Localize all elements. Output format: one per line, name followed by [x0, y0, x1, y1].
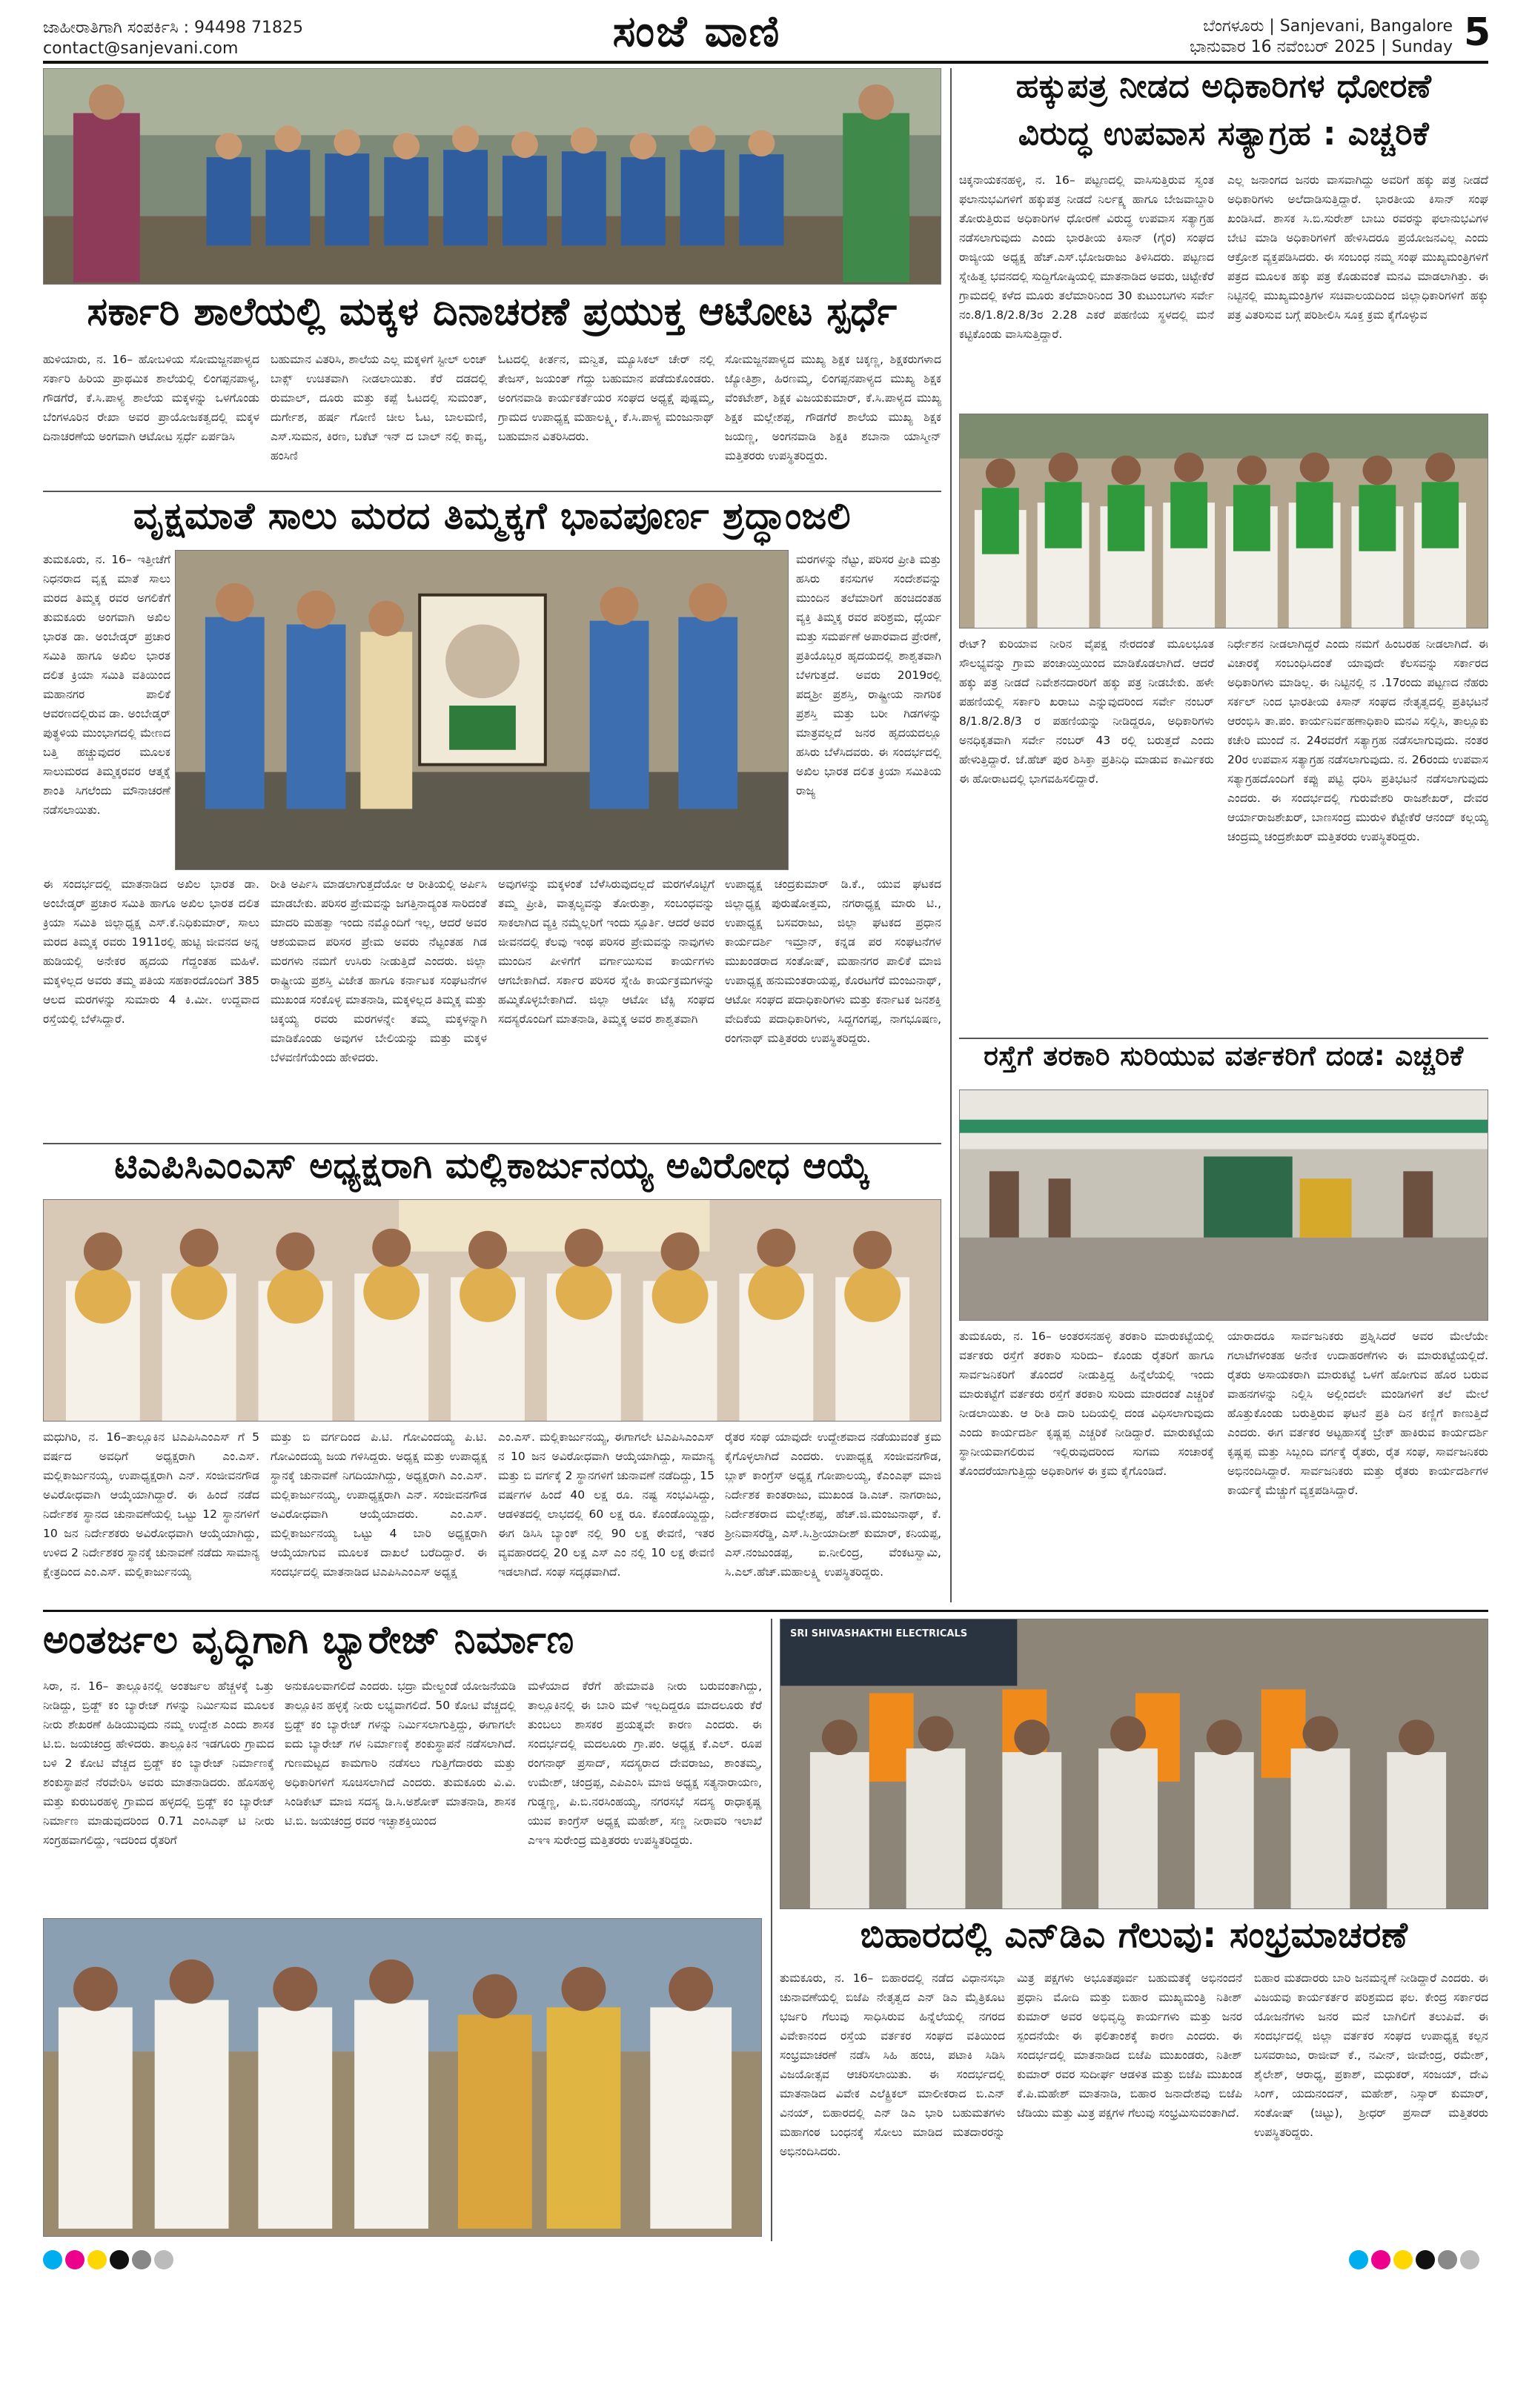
barrage-body-col3: ಮಳೆಯಾದ ಕೆರೆಗೆ ಹೇಮಾವತಿ ನೀರು ಬರುವಂತಾಗಿದ್ದು, ತಾಲ್ಲೂಕಿನಲ್ಲಿ ಈ ಬಾರಿ ಮಳೆ ಇಲ್ಲದಿದ್ದರೂ ಮಾದಲೂರು ಕೆರೆ ತುಂಬಲು ಶಾಸಕರ ಪ್ರಯತ್ನವೇ ಕಾರಣ ಎಂದರು. ಈ ಸಂದರ್ಭದಲ್ಲಿ ಮದಲೂರು ಗ್ರಾ.ಪಂ. ಅಧ್ಯಕ್ಷ ಕೆ.ಎಲ್. ರೂಪ ರಂಗನಾಥ್ ಪ್ರಸಾದ್, ಸದಸ್ಯರಾದ ದೇವರಾಜು, ಶಾಂತಮ್ಮ, ಉಮೇಶ್, ಚಂದ್ರಪ್ಪ, ಎಪಿಎಂಸಿ ಮಾಜಿ ಅಧ್ಯಕ್ಷ ಸತ್ಯನಾರಾಯಣ, ಗುಡ್ಡಣ್ಣ, ಪಿ.ಬಿ.ನರಸಿಂಹಯ್ಯ, ನಗರಸಭೆ ಸದಸ್ಯ ರಾಧಾಕೃಷ್ಣ ಯುವ ಕಾಂಗ್ರೆಸ್ ಅಧ್ಯಕ್ಷ ಮಹೇಶ್, ಸಣ್ಣ ನೀರಾವರಿ ಇಲಾಖೆ ಎಇಇ ಸುರೇಂದ್ರ ಮತ್ತಿತರರು ಉಪಸ್ಥಿತರಿದ್ದರು. — [528, 1679, 762, 1847]
school-headline: ಸರ್ಕಾರಿ ಶಾಲೆಯಲ್ಲಿ ಮಕ್ಕಳ ದಿನಾಚರಣೆ ಪ್ರಯುಕ್ತ ಆಟೋಟ ಸ್ಪರ್ಧೆ — [87, 291, 898, 334]
school-body-col3: ಓಟದಲ್ಲಿ ಕೀರ್ತನ, ಮನ್ವಿತ, ಮ್ಯೂಸಿಕಲ್ ಚೇರ್ ನಲ್ಲಿ ತೇಜಸ್, ಜಯಂತ್ ಗೆದ್ದು ಬಹುಮಾನ ಪಡೆದುಕೊಂಡರು. ಅಂಗನವಾಡಿ ಕಾರ್ಯಕರ್ತೆಯರ ಸಂಘದ ಅಧ್ಯಕ್ಷೆ ಪುಷ್ಪಮ್ಮ, ಗ್ರಾಮದ ಉಪಾಧ್ಯಕ್ಷ ಮಹಾಲಕ್ಷ್ಮಿ, ಕೆ.ಸಿ.ಪಾಳ್ಯ ಮಂಜುನಾಥ್ ಬಹುಮಾನ ವಿತರಿಸಿದರು. — [498, 353, 714, 443]
registration-swatch — [43, 2250, 62, 2269]
hakkupathra-headline-line2: ವಿರುದ್ಧ ಉಪವಾಸ ಸತ್ಯಾಗ್ರಹ : ಎಚ್ಚರಿಕೆ — [1018, 116, 1430, 153]
email-link[interactable]: contact@sanjevani.com — [43, 39, 239, 58]
vendors-body-col2: ಯಾರಾದರೂ ಸಾರ್ವಜನಿಕರು ಪ್ರಶ್ನಿಸಿದರೆ ಅವರ ಮೇಲೆಯೇ ಗಲಾಟೆಗಳಂತಹ ಅನೇಕ ಉದಾಹರಣೆಗಳು ಈ ಮಾರುಕಟ್ಟೆಯಲ್ಲಿದೆ. ರೈತರು ಅಸಾಯಕರಾಗಿ ಮಾರುಕಟ್ಟೆ ಒಳಗೆ ಹೋಗುವ ಹೊರ ಬರುವ ವಾಹನಗಳನ್ನು ನಿಲ್ಲಿಸಿ ಅಲ್ಲಿಂದಲೇ ಮಂಡಿಗಳಿಗೆ ತಲೆ ಮೇಲೆ ಹೊತ್ತುಕೊಂಡು ಬರುತ್ತಿರುವ ಘಟನೆ ಪ್ರತಿ ದಿನ ಕಣ್ಣಿಗೆ ಕಾಣುತ್ತಿದೆ ಎಂದರು. ಈಗ ವರ್ತಕರ ಅಟ್ಟಹಾಸಕ್ಕೆ ಬ್ರೇಕ್ ಹಾಕಿರುವ ಕಾರ್ಯದರ್ಶಿ ಕೃಷ್ಣಪ್ಪ ಮತ್ತು ಸಿಬ್ಬಂದಿ ವರ್ಗಕ್ಕೆ ರೈತರು, ರೈತ ಸಂಘ, ಸಾರ್ವಜನಿಕರು ಅಭಿನಂದಿಸಿದ್ದಾರೆ. ಸಾರ್ವಜನಿಕರು ಮತ್ತು ರೈತರು ಕಾರ್ಯದರ್ಶಿಗಳ ಕಾರ್ಯಕ್ಕೆ ಮೆಚ್ಚುಗೆ ವ್ಯಕ್ತಪಡಿಸಿದ್ದಾರೆ. — [1227, 1330, 1488, 1497]
column-divider — [771, 1619, 772, 2241]
school-body-col4: ಸೋಮಜ್ಜನಪಾಳ್ಯದ ಮುಖ್ಯ ಶಿಕ್ಷಕ ಚಿಕ್ಕಣ್ಣ, ಶಿಕ್ಷಕರುಗಳಾದ ಜ್ಯೋತಿಶ್ರಾ, ಹಿರಣಮ್ಮ, ಲಿಂಗಪ್ಪನಪಾಳ್ಯದ ಮುಖ್ಯ ಶಿಕ್ಷಕ ವೆಂಕಟೇಶ್, ಶಿಕ್ಷಕ ವಿಜಯಕುಮಾರ್, ಕೆ.ಸಿ.ಪಾಳ್ಯದ ಮುಖ್ಯ ಶಿಕ್ಷಕ ಮಲ್ಲೇಶಪ್ಪ, ಗೌಡಗೆರೆ ಶಾಲೆಯ ಮುಖ್ಯ ಶಿಕ್ಷಕ ಜಯಣ್ಣ, ಅಂಗನವಾಡಿ ಶಿಕ್ಷಕಿ ಶಬಾನಾ ಯಾಸ್ಮೀನ್ ಮತ್ತಿತರರು ಉಪಸ್ಥಿತರಿದ್ದರು. — [725, 353, 941, 462]
page-number: 5 — [1464, 10, 1491, 55]
vendors-headline: ರಸ್ತೆಗೆ ತರಕಾರಿ ಸುರಿಯುವ ವರ್ತಕರಿಗೆ ದಂಡ: ಎಚ್ಚರಿಕೆ — [984, 1041, 1464, 1072]
school-body-col2: ಬಹುಮಾನ ವಿತರಿಸಿ, ಶಾಲೆಯ ಎಲ್ಲ ಮಕ್ಕಳಿಗೆ ಸ್ಟೀಲ್ ಲಂಚ್ ಬಾಕ್ಸ್ ಉಚಿತವಾಗಿ ನೀಡಲಾಯಿತು. ಕೆರೆ ದಡದಲ್ಲಿ ರುಮಾಲ್, ದೂರು ಮತ್ತು ಕಪ್ಪೆ ಓಟದಲ್ಲಿ ಸುಮಂತ್, ದುರ್ಗೇಶ, ಹರ್ಷ ಗೋಣಿ ಚೀಲ ಓಟ, ಬಾಲಮಣಿ, ಎಸ್.ಸುಮನ, ಕಿರಣ, ಬಕೆಟ್ ಇನ್ ದ ಬಾಲ್ ನಲ್ಲಿ ಕಾವ್ಯ, ಹಂಸಿಣಿ — [271, 353, 487, 462]
thimmakka-headline: ವೃಕ್ಷಮಾತೆ ಸಾಲು ಮರದ ತಿಮ್ಮಕ್ಕಗೆ ಭಾವಪೂರ್ಣ ಶ್ರದ್ಧಾಂಜಲಿ — [133, 495, 852, 537]
ads-contact: ಜಾಹೀರಾತಿಗಾಗಿ ಸಂಪರ್ಕಿಸಿ : 94498 71825 — [43, 19, 304, 37]
section-divider — [43, 1610, 1488, 1612]
school-body-col1: ಹುಳಿಯಾರು, ನ. 16– ಹೋಬಳಿಯ ಸೋಮಜ್ಜನಪಾಳ್ಯದ ಸರ್ಕಾರಿ ಹಿರಿಯ ಪ್ರಾಥಮಿಕ ಶಾಲೆಯಲ್ಲಿ ಲಿಂಗಪ್ಪನಪಾಳ್ಯ, ಗೌಡಗೆರೆ, ಕೆ.ಸಿ.ಪಾಳ್ಯ ಶಾಲೆಯ ಮಕ್ಕಳನ್ನು ಒಳಗೊಂಡು ಬೆಂಗಳೂರಿನ ರೇಖಾ ಅವರ ಪ್ರಾಯೋಜಕತ್ವದಲ್ಲಿ ಮಕ್ಕಳ ದಿನಾಚರಣೆಯ ಅಂಗವಾಗಿ ಆಟೋಟ ಸ್ಪರ್ಧೆ ಏರ್ಪಡಿಸಿ — [43, 353, 259, 443]
registration-swatch — [87, 2250, 107, 2269]
hakkupathra-body-col4: ನಿರ್ಧೇಶನ ನೀಡಲಾಗಿದ್ದರೆ ಎಂದು ನಮಗೆ ಹಿಂಬರಹ ನೀಡಲಾಗಿದೆ. ಈ ವಿಚಾರಕ್ಕೆ ಸಂಬಂಧಿಸಿದಂತೆ ಯಾವುದೇ ಕೆಲಸವನ್ನು ಸರ್ಕಾರದ ಅಧಿಕಾರಿಗಳು ಮಾಡಿಲ್ಲ. ಈ ನಿಟ್ಟಿನಲ್ಲಿ ನ .17ರಂದು ಪಟ್ಟಣದ ನೆಹರು ಸರ್ಕಲ್ ನಿಂದ ಭಾರತೀಯ ಕಿಸಾನ್ ಸಂಘದ ನೇತೃತ್ವದಲ್ಲಿ ಪ್ರತಿಭಟನೆ ಆರಂಭಿಸಿ ತಾ.ಪಂ. ಕಾರ್ಯನಿರ್ವಹಣಾಧಿಕಾರಿ ಮನವಿ ಸಲ್ಲಿಸಿ, ತಾಲ್ಲೂಕು ಕಚೇರಿ ಮುಂದೆ ನ. 24ರವರೆಗೆ ಸತ್ಯಾಗ್ರಹ ನಡೆಸಲಾಗುವುದು. ನಂತರ 20ರ ಉಪವಾಸ ಸತ್ಯಾಗ್ರಹ ನಡೆಸಲಾಗುವುದು. ನ. 26ರಂದು ಉಪವಾಸ ಸತ್ಯಾಗ್ರಹದೊಂದಿಗೆ ಕಪ್ಪು ಪಟ್ಟಿ ಧರಿಸಿ ಪ್ರತಿಭಟನೆ ನಡೆಸಲಾಗುವುದು ಎಂದರು. ಈ ಸಂದರ್ಭದಲ್ಲಿ ಗುರುವೇಶರಿ ರಾಜಶೇಖರ್, ದೇವರ ಆರ್ಯಾರಾಜಶೇಖರ್, ಬಾಣಸಂದ್ರ ಮುರುಳಿ ಕೆಟ್ಟೇಕೆರೆ ಆನಂದ್ ಕಲ್ಲಯ್ಯ ಚಂದ್ರಮ್ಮ ಚಂದ್ರಶೇಖರ್ ಮತ್ತಿತರರು ಉಪಸ್ಥಿತರಿದ್ದರು. — [1227, 637, 1488, 843]
thimmakka-body-col4: ಉಪಾಧ್ಯಕ್ಷ ಚಂದ್ರಕುಮಾರ್ ಡಿ.ಕೆ., ಯುವ ಘಟಕದ ಜಿಲ್ಲಾಧ್ಯಕ್ಷ ಪುರುಷೋತ್ತಮ, ನಗರಾಧ್ಯಕ್ಷ ಮಾರು ಟಿ., ಉಪಾಧ್ಯಕ್ಷ ಬಸವರಾಜು, ಜಿಲ್ಲಾ ಘಟಕದ ಪ್ರಧಾನ ಕಾರ್ಯದರ್ಶಿ ಇಮ್ರಾನ್, ಕನ್ನಡ ಪರ ಸಂಘಟನೆಗಳ ಮುಖಂಡರಾದ ಸಂತೋಷ್, ಮಹಾನಗರ ಪಾಲಿಕೆ ಮಾಜಿ ಉಪಾಧ್ಯಕ್ಷ ಹನುಮಂತರಾಯಪ್ಪ, ಕೊರಟಗೆರೆ ಮಂಜುನಾಥ್, ಆಟೋ ಸಂಘದ ಪದಾಧಿಕಾರಿಗಳು ಮತ್ತು ಕರ್ನಾಟಕ ಜನಶಕ್ತಿ ವೇದಿಕೆಯ ಪದಾಧಿಕಾರಿಗಳು, ಸಿದ್ದಗಂಗಪ್ಪ, ನಾಗಭೂಷಣ, ರಂಗನಾಥ್ ಮತ್ತಿತರರು ಉಪಸ್ಥಿತರಿದ್ದರು. — [725, 878, 941, 1045]
thimmakka-body-col2: ರೀತಿ ಅರ್ಪಿಸಿ ಮಾಡಲಾಗುತ್ತದೆಯೋ ಆ ರೀತಿಯಲ್ಲಿ ಅರ್ಪಿಸಿ ಮಾಡಬೇಕು. ಪರಿಸರ ಪ್ರೇಮವನ್ನು ಜಗತ್ತಿನಾದ್ಯಂತ ಸಾರಿದಂತೆ ಮಾದರಿ ಮಹತ್ವಾ ಇಂದು ನಮ್ಮೊಂದಿಗೆ ಇಲ್ಲ, ಆದರೆ ಅವರ ಆಶಯವಾದ ಪರಿಸರ ಪ್ರೇಮ ಅವರು ನೆಟ್ಟಂತಹ ಗಿಡ ಮರಗಳು ನಮಗೆ ಉಸಿರು ನೀಡುತ್ತಿದೆ ಎಂದರು. ಜಿಲ್ಲಾ ರಾಷ್ಟ್ರೀಯ ಪ್ರಶಸ್ತಿ ವಿಜೇತ ಹಾಗೂ ಕರ್ನಾಟಕ ಸಂಘಟನೆಗಳ ಮುಖಂಡ ಸಂಕೊಳ್ಳ ಮಾತನಾಡಿ, ಮಕ್ಕಳಿಲ್ಲದ ತಿಮ್ಮಕ್ಕ ಮತ್ತು ಚಿಕ್ಕಯ್ಯ ರವರು ಮರಗಳನ್ನೇ ತಮ್ಮ ಮಕ್ಕಳನ್ನಾಗಿ ಮಾಡಿಕೊಂಡು ಅವುಗಳ ಬೇಲಿಯನ್ನು ಮತ್ತು ಮಕ್ಕಳ ಬೆಳವಣಿಗೆಯೆಂದು ಹೇಳಿದರು. — [271, 878, 487, 1064]
masthead-dateline — [1156, 16, 1453, 58]
registration-swatch — [1371, 2250, 1390, 2269]
vendors-body-col1: ತುಮಕೂರು, ನ. 16– ಅಂತರಸನಹಳ್ಳಿ ತರಕಾರಿ ಮಾರುಕಟ್ಟೆಯಲ್ಲಿ ವರ್ತಕರು ರಸ್ತೆಗೆ ತರಕಾರಿ ಸುರಿದು– ಕೊಂಡು ರೈತರಿಗೆ ಹಾಗೂ ಸಾರ್ವಜನಿಕರಿಗೆ ತೊಂದರೆ ನೀಡುತ್ತಿದ್ದ ಹಿನ್ನೆಲೆಯಲ್ಲಿ ಇಂದು ಮಾರುಕಟ್ಟೆಗೆ ವರ್ತಕರು ರಸ್ತೆಗೆ ತರಕಾರಿ ಸುರಿದು ಮಾರದಂತೆ ಎಚ್ಚರಿಕೆ ನೀಡಲಾಯಿತು. ಆ ರೀತಿ ದಾರಿ ಬದಿಯಲ್ಲಿ ದಂಡ ವಿಧಿಸಲಾಗುವುದು ಎಂದು ಕಾರ್ಯದರ್ಶಿ ಕೃಷ್ಣಪ್ಪ ಎಚ್ಚರಿಕೆ ನೀಡಿದ್ದಾರೆ. ಮಾರುಕಟ್ಟೆಯ ಸ್ಥಾನೀಯವಾಗಲಿರುವ ಇಲ್ಲಿರುವುದರಿಂದ ಸುಗಮ ಸಂಚಾರಕ್ಕೆ ತೊಂದರೆಯಾಗುತ್ತಿದ್ದು ಅಧಿಕಾರಿಗಳ ಈ ಕ್ರಮ ಕೈಗೊಂಡಿದೆ. — [959, 1330, 1214, 1478]
registration-swatch — [110, 2250, 129, 2269]
farmers-protest-photo — [959, 414, 1488, 628]
vegetable-market-photo — [959, 1089, 1488, 1321]
tapcms-body-col3: ಎಂ.ಎಸ್. ಮಲ್ಲಿಕಾರ್ಜುನಯ್ಯ, ಈಗಾಗಲೇ ಟಿಎಪಿಸಿಎಂಎಸ್ ನ 10 ಜನ ಅವಿರೋಧವಾಗಿ ಆಯ್ಕೆಯಾಗಿದ್ದು, ಸಾಮಾನ್ಯ ಮತ್ತು ಬಿ ವರ್ಗಕ್ಕೆ 2 ಸ್ಥಾನಗಳಿಗೆ ಚುನಾವಣೆ ನಡೆದಿದ್ದು, 15 ವರ್ಷಗಳ ಹಿಂದೆ 40 ಲಕ್ಷ ರೂ. ನಷ್ಟ ಸಂಭವಿಸಿದ್ದು, ಆಡಳಿತದಲ್ಲಿ ಲಾಭದಲ್ಲಿ 60 ಲಕ್ಷ ರೂ. ಕೊಂಡೊಯ್ದಿದ್ದು, ಈಗ ಡಿಸಿಸಿ ಬ್ಯಾಂಕ್ ನಲ್ಲಿ 90 ಲಕ್ಷ ಠೇವಣಿ, ಇತರ ವ್ಯವಹಾರದಲ್ಲಿ 20 ಲಕ್ಷ ಎಸ್ ಎಂ ನಲ್ಲಿ 10 ಲಕ್ಷ ಠೇವಣಿ ಇಡಲಾಗಿದೆ. ಸಂಘ ಸದೃಢವಾಗಿದೆ. — [498, 1430, 714, 1579]
masthead-contact — [43, 18, 354, 59]
registration-swatch — [132, 2250, 151, 2269]
thimmakka-body-col3: ಅವುಗಳನ್ನು ಮಕ್ಕಳಂತೆ ಬೆಳೆಸಿರುವುದಲ್ಲದೆ ಮರಗಳೊಟ್ಟಿಗೆ ತಮ್ಮ ಪ್ರೀತಿ, ವಾತ್ಸಲ್ಯವನ್ನು ತೋರುತ್ತಾ, ಸಂಬಂಧವನ್ನು ಸಾಕಲಾಗಿದ ವ್ಯಕ್ತಿ ನಮ್ಮೆಲ್ಲರಿಗೆ ಇಂದು ಸ್ಪೂರ್ತಿ. ಆದರೆ ಅವರ ಜೀವನದಲ್ಲಿ ಕೆಲವು ಇಂಥ ಪರಿಸರ ಪ್ರೇಮವನ್ನು ನಾವುಗಳು ಮುಂದಿನ ಪೀಳಿಗೆಗೆ ವರ್ಗಾಯಿಸುವ ಕಾರ್ಯಗಳು ಆಗಬೇಕಾಗಿದೆ. ಸರ್ಕಾರ ಪರಿಸರ ಸ್ನೇಹಿ ಕಾರ್ಯಕ್ರಮಗಳನ್ನು ಹಮ್ಮಿಕೊಳ್ಳಬೇಕಾಗಿದೆ. ಜಿಲ್ಲಾ ಆಟೋ ಟೆಕ್ಸಿ ಸಂಘದ ಸದಸ್ಯರೊಂದಿಗೆ ಮಾತನಾಡಿ, ತಿಮ್ಮಕ್ಕ ಅವರ ಶಾಶ್ವತವಾಗಿ — [498, 878, 714, 1026]
bihar-headline: ಬಿಹಾರದಲ್ಲಿ ಎನ್‌ಡಿಎ ಗೆಲುವು: ಸಂಭ್ರಮಾಚರಣೆ — [860, 1915, 1408, 1956]
shop-sign: SRI SHIVASHAKTHI ELECTRICALS — [790, 1628, 968, 1639]
registration-marks-right — [1349, 2250, 1497, 2272]
bihar-body-col1: ತುಮಕೂರು, ನ. 16– ಬಿಹಾರದಲ್ಲಿ ನಡೆದ ವಿಧಾನಸಭಾ ಚುನಾವಣೆಯಲ್ಲಿ ಬಿಜೆಪಿ ನೇತೃತ್ವದ ಎನ್ ಡಿಎ ಮೈತ್ರಿಕೂಟ ಭರ್ಜರಿ ಗೆಲುವು ಸಾಧಿಸಿರುವ ಹಿನ್ನೆಲೆಯಲ್ಲಿ ನಗರದ ವಿವೇಕಾನಂದ ರಸ್ತೆಯ ವರ್ತಕರ ಸಂಘದ ವತಿಯಿಂದ ಸಂಭ್ರಮಾಚರಣೆ ನಡೆಸಿ ಸಿಹಿ ಹಂಚಿ, ಪಟಾಕಿ ಸಿಡಿಸಿ ವಿಜಯೋತ್ಸವ ಆಚರಿಸಲಾಯಿತು. ಈ ಸಂದರ್ಭದಲ್ಲಿ ಮಾತನಾಡಿದ ವಿವೇಕ ಎಲೆಕ್ಟ್ರಿಕಲ್ ಮಾಲೀಕರಾದ ಬಿ.ಎನ್ ವಿನಯ್, ಬಿಹಾರದಲ್ಲಿ ಎನ್ ಡಿಎ ಭಾರಿ ಬಹುಮತಗಳು ಮಹಾಗಂಠ ಬಂಧನಕ್ಕೆ ಸೋಲು ಮಾಡಿದ ಮತದಾರರನ್ನು ಅಭಿನಂದಿಸಿದರು. — [780, 1971, 1005, 2158]
section-divider — [959, 1038, 1488, 1039]
tapcms-headline: ಟಿಎಪಿಸಿಎಂಎಸ್ ಅಧ್ಯಕ್ಷರಾಗಿ ಮಲ್ಲಿಕಾರ್ಜುನಯ್ಯ ಅವಿರೋಧ ಆಯ್ಕೆ — [114, 1146, 870, 1187]
registration-swatch — [1416, 2250, 1435, 2269]
tapcms-body-col1: ಮಧುಗಿರಿ, ನ. 16–ತಾಲ್ಲೂಕಿನ ಟಿಎಪಿಸಿಎಂಎಸ್ ಗೆ 5 ವರ್ಷದ ಅವಧಿಗೆ ಅಧ್ಯಕ್ಷರಾಗಿ ಎಂ.ಎಸ್. ಮಲ್ಲಿಕಾರ್ಜುನಯ್ಯ, ಉಪಾಧ್ಯಕ್ಷರಾಗಿ ಎನ್. ಸಂಜೀವನಗೌಡ ಅವಿರೋಧವಾಗಿ ಆಯ್ಕೆಯಾಗಿದ್ದಾರೆ. ಈ ಹಿಂದೆ ನಡೆದ ನಿರ್ದೇಶಕ ಸ್ಥಾನದ ಚುನಾವಣೆಯಲ್ಲಿ ಒಟ್ಟು 12 ಸ್ಥಾನಗಳಿಗೆ 10 ಜನ ನಿರ್ದೇಶಕರು ಅವಿರೋಧವಾಗಿ ಆಯ್ಕೆಯಾಗಿದ್ದು, ಉಳಿದ 2 ನಿರ್ದೇಶಕರ ಸ್ಥಾನಕ್ಕೆ ಚುನಾವಣೆ ನಡೆದು ಸಾಮಾನ್ಯ ಕ್ಷೇತ್ರದಿಂದ ಎಂ.ಎಸ್. ಮಲ್ಲಿಕಾರ್ಜುನಯ್ಯ — [43, 1430, 259, 1579]
city-line: ಬೆಂಗಳೂರು | Sanjevani, Bangalore — [1203, 17, 1453, 36]
masthead-rule — [43, 61, 1488, 64]
section-divider — [43, 1143, 941, 1144]
hakkupathra-headline-line1: ಹಕ್ಕುಪತ್ರ ನೀಡದ ಅಧಿಕಾರಿಗಳ ಧೋರಣೆ — [1015, 68, 1432, 105]
tapcms-body-col4: ರೈತರ ಸಂಘ ಯಾವುದೇ ಉದ್ದೇಶವಾದ ನಡೆಯುವಂತೆ ಕ್ರಮ ಕೈಗೊಳ್ಳಲಾಗಿದೆ ಎಂದರು. ಉಪಾಧ್ಯಕ್ಷ ಸಂಜೀವನಗೌಡ, ಬ್ಲಾಕ್ ಕಾಂಗ್ರೆಸ್ ಅಧ್ಯಕ್ಷ ಗೋಪಾಲಯ್ಯ, ಕೆಎಂಎಫ್ ಮಾಜಿ ನಿರ್ದೇಶಕ ಕಾಂತರಾಜು, ಮುಖಂಡ ಡಿ.ಎಚ್. ನಾಗರಾಜು, ನಿರ್ದೇಶಕರಾದ ಮಲ್ಲೇಶಪ್ಪ, ಹೆಚ್.ಜಿ.ಮಂಜುನಾಥ್, ಕೆ. ಶ್ರೀನಿವಾಸರೆಡ್ಡಿ, ಎಸ್.ಸಿ.ಶ್ರೀಯಾದೀಶ್ ಕುಮಾರ್, ಕನಿಯಪ್ಪ, ಎಸ್.ನಂಜುಂಡಪ್ಪ, ಐ.ನೀಲಿಂದ್ರ, ವೆಂಕಟಸ್ವಾಮಿ, ಸಿ.ಎಲ್.ಹೆಚ್.ಮಹಾಲಕ್ಷ್ಮಿ ಉಪಸ್ಥಿತರಿದ್ದರು. — [725, 1430, 941, 1579]
school-children-photo — [43, 68, 941, 285]
registration-marks-left — [43, 2250, 191, 2272]
hakkupathra-body-col2: ಎಲ್ಲ ಜನಾಂಗದ ಜನರು ವಾಸವಾಗಿದ್ದು ಅವರಿಗೆ ಹಕ್ಕು ಪತ್ರ ನೀಡದೆ ಅಧಿಕಾರಿಗಳು ಅಲೆದಾಡಿಸುತ್ತಿದ್ದಾರೆ. ಭಾರತೀಯ ಕಿಸಾನ್ ಸಂಘ ಖಂಡಿಸಿದೆ. ಶಾಸಕ ಸಿ.ಬಿ.ಸುರೇಶ್ ಬಾಬು ರವರನ್ನು ಫಲಾನುಭವಿಗಳ ಬೇಟಿ ಮಾಡಿ ಅಧಿಕಾರಿಗಳಿಗೆ ಹೇಳಿಸಿದರೂ ಪ್ರಯೋಜನವಿಲ್ಲ ಎಂದು ಆಕ್ರೋಶ ವ್ಯಕ್ತಪಡಿಸಿದರು. ಈ ಸಂಬಂಧ ನಮ್ಮ ಸಂಘ ಮುಖ್ಯಮಂತ್ರಿಗಳಿಗೆ ಪತ್ರದ ಮೂಲಕ ಹಕ್ಕು ಪತ್ರ ಕೊಡುವಂತೆ ಮನವಿ ಮಾಡಲಾಗಿತ್ತು. ಈ ನಿಟ್ಟಿನಲ್ಲಿ ಮುಖ್ಯಮಂತ್ರಿಗಳ ಸಚಿವಾಲಯದಿಂದ ಜಿಲ್ಲಾಧಿಕಾರಿಗಳಿಗೆ ಹಕ್ಕು ಪತ್ರ ವಿತರಿಸುವ ಬಗ್ಗೆ ಪರಿಶೀಲಿಸಿ ಸೂಕ್ತ ಕ್ರಮ ಕೈಗೊಳ್ಳುವ — [1227, 173, 1488, 322]
thimmakka-left-col: ತುಮಕೂರು, ನ. 16– ಇತ್ತೀಚೆಗೆ ನಿಧನರಾದ ವೃಕ್ಷ ಮಾತೆ ಸಾಲು ಮರದ ತಿಮ್ಮಕ್ಕ ರವರ ಅಗಲಿಕೆಗೆ ತುಮಕೂರು ಅಂಗವಾಗಿ ಅಖಿಲ ಭಾರತ ಡಾ. ಅಂಬೇಡ್ಕರ್ ಪ್ರಚಾರ ಸಮಿತಿ ಹಾಗೂ ಅಖಿಲ ಭಾರತ ದಲಿತ ಕ್ರಿಯಾ ಸಮಿತಿ ವತಿಯಿಂದ ಮಹಾನಗರ ಪಾಲಿಕೆ ಆವರಣದಲ್ಲಿರುವ ಡಾ. ಅಂಬೇಡ್ಕರ್ ಪುತ್ಥಳಿಯ ಮುಂಭಾಗದಲ್ಲಿ ಮೇಣದ ಬತ್ತಿ ಹಚ್ಚುವುದರ ಮೂಲಕ ಸಾಲುಮರದ ತಿಮ್ಮಕ್ಕರವರ ಆತ್ಮಕ್ಕೆ ಶಾಂತಿ ಸಿಗಲೆಂದು ಮೌನಾಚರಣೆ ನಡೆಸಲಾಯಿತು. — [43, 553, 170, 817]
bihar-body-col2: ಮಿತ್ರ ಪಕ್ಷಗಳು ಅಭೂತಪೂರ್ವ ಬಹುಮತಕ್ಕೆ ಅಭಿನಂದನೆ ಪ್ರಧಾನಿ ಮೋದಿ ಮತ್ತು ಬಿಹಾರ ಮುಖ್ಯಮಂತ್ರಿ ನಿತೀಶ್ ಕುಮಾರ್ ಅವರ ಅಭಿವೃದ್ಧಿ ಕಾರ್ಯಗಳು ಮತ್ತು ಜನರ ಸ್ಪಂದನೆಯೇ ಈ ಫಲಿತಾಂಶಕ್ಕೆ ಕಾರಣ ಎಂದರು. ಈ ಸಂದರ್ಭದಲ್ಲಿ ಮಾತನಾಡಿದ ಬಿಜೆಪಿ ಮುಖಂಡರು, ನಿತೀಶ್ ಕುಮಾರ್ ರವರ ಸುದೀರ್ಘ ಆಡಳಿತ ಮತ್ತು ಬಿಜೆಪಿ ಮುಖಂಡ ಕೆ.ಪಿ.ಮಹೇಶ್ ಮಾತನಾಡಿ, ಬಿಹಾರ ಜನಾದೇಶವು ಬಿಜೆಪಿ ಜೆಡಿಯು ಮತ್ತು ಮಿತ್ರ ಪಕ್ಷಗಳ ಗೆಲುವು ಸಂಭ್ರಮಿಸುವಂತಾಗಿದೆ. — [1017, 1971, 1242, 2120]
registration-swatch — [65, 2250, 84, 2269]
registration-swatch — [1438, 2250, 1457, 2269]
bihar-body-col3: ಬಿಹಾರ ಮತದಾರರು ಬಾರಿ ಜನಮನ್ನಣೆ ನೀಡಿದ್ದಾರೆ ಎಂದರು. ಈ ವಿಜಯವು ಕಾರ್ಯಕರ್ತರ ಪರಿಶ್ರಮದ ಫಲ. ಕೇಂದ್ರ ಸರ್ಕಾರದ ಯೋಜನೆಗಳು ಜನರ ಮನೆ ಬಾಗಿಲಿಗೆ ತಲುಪಿವೆ. ಈ ಸಂದರ್ಭದಲ್ಲಿ ಜಿಲ್ಲಾ ವರ್ತಕರ ಸಂಘದ ಉಪಾಧ್ಯಕ್ಷ ಕಲ್ಪನ ಬಸವರಾಜು, ರಾಜೀವ್ ಕೆ., ನವೀನ್, ಜೀವೇಂದ್ರ, ರಮೇಶ್, ಶೈಲೇಶ್, ಆರಾಧ್ಯ, ಪ್ರಕಾಶ್, ಮಧುಕರ್, ಸಂಜಯ್, ದೇವಿ ಸಿಂಗ್, ಯದುನಂದನ್, ಮಹೇಶ್, ನಿಸ್ಸಾರ್ ಕುಮಾರ್, ಸಂತೋಷ್ (ಚಿಟ್ಟು), ಶ್ರೀಧರ್ ಪ್ರಸಾದ್ ಮತ್ತಿತರರು ಉಪಸ್ಥಿತರಿದ್ದರು. — [1254, 1971, 1488, 2139]
registration-swatch — [1393, 2250, 1413, 2269]
tribute-photo — [175, 550, 789, 870]
barrage-body-col1: ಸಿರಾ, ನ. 16– ತಾಲ್ಲೂಕಿನಲ್ಲಿ ಅಂತರ್ಜಲ ಹೆಚ್ಚಳಕ್ಕೆ ಒತ್ತು ನೀಡಿದ್ದು, ಬ್ರಿಡ್ಜ್ ಕಂ ಬ್ಯಾರೇಜ್ ಗಳನ್ನು ನಿರ್ಮಿಸುವ ಮೂಲಕ ನೀರು ಶೇಖರಣೆ ಹಿಡಿಯುವುದು ನಮ್ಮ ಉದ್ದೇಶ ಎಂದು ಶಾಸಕ ಟಿ.ಬಿ. ಜಯಚಂದ್ರ ಹೇಳಿದರು. ತಾಲ್ಲೂಕಿನ ಇಡಗೂರು ಗ್ರಾಮದ ಬಳಿ 2 ಕೋಟಿ ವೆಚ್ಚದ ಬ್ರಿಡ್ಜ್ ಕಂ ಬ್ಯಾರೇಜ್ ನಿರ್ಮಾಣಕ್ಕೆ ಶಂಕುಸ್ಥಾಪನೆ ನೆರವೇರಿಸಿ ಅವರು ಮಾತನಾಡಿದರು. ಹೊಸಹಳ್ಳಿ ಮತ್ತು ಕುರುಬರಹಳ್ಳಿ ಗ್ರಾಮದ ಹಳ್ಳದಲ್ಲಿ ಬ್ರಿಡ್ಜ್ ಕಂ ಬ್ಯಾರೇಜ್ ನಿರ್ಮಾಣ ಮಾಡುವುದರಿಂದ 0.71 ಎಂಸಿಎಫ್ ಟಿ ನೀರು ಸಂಗ್ರಹವಾಗಲಿದ್ದು, ಇದರಿಂದ ರೈತರಿಗೆ — [43, 1679, 274, 1847]
tapcms-body-col2: ಮತ್ತು ಬಿ ವರ್ಗದಿಂದ ಪಿ.ಟಿ. ಗೋವಿಂದಯ್ಯ ಪಿ.ಟಿ. ಗೋವಿಂದಯ್ಯ ಜಯ ಗಳಿಸಿದ್ದರು. ಅಧ್ಯಕ್ಷ ಮತ್ತು ಉಪಾಧ್ಯಕ್ಷ ಸ್ಥಾನಕ್ಕೆ ಚುನಾವಣೆ ನಿಗದಿಯಾಗಿದ್ದು, ಅಧ್ಯಕ್ಷರಾಗಿ ಎಂ.ಎಸ್. ಮಲ್ಲಿಕಾರ್ಜುನಯ್ಯ, ಉಪಾಧ್ಯಕ್ಷರಾಗಿ ಎನ್. ಸಂಜೀವನಗೌಡ ಅವಿರೋಧವಾಗಿ ಆಯ್ಕೆಯಾದರು. ಎಂ.ಎಸ್. ಮಲ್ಲಿಕಾರ್ಜುನಯ್ಯ ಒಟ್ಟು 4 ಬಾರಿ ಅಧ್ಯಕ್ಷರಾಗಿ ಆಯ್ಕೆಯಾಗುವ ಮೂಲಕ ದಾಖಲೆ ಬರೆದಿದ್ದಾರೆ. ಈ ಸಂದರ್ಭದಲ್ಲಿ ಮಾತನಾಡಿದ ಟಿಎಪಿಸಿಎಂಎಸ್ ಅಧ್ಯಕ್ಷ — [271, 1430, 487, 1579]
section-divider — [43, 491, 941, 492]
barrage-headline: ಅಂತರ್ಜಲ ವೃದ್ಧಿಗಾಗಿ ಬ್ಯಾರೇಜ್ ನಿರ್ಮಾಣ — [43, 1619, 574, 1662]
date-line: ಭಾನುವಾರ 16 ನವೆಂಬರ್ 2025 | Sunday — [1190, 38, 1453, 56]
hakkupathra-body-col3: ರೇಟ್? ಕುರಿಯಾವ ನೀರಿನ ವೈಪಕ್ಷ ನೇರದಂತೆ ಮೂಲಭೂತ ಸೌಲಭ್ಯವನ್ನು ಗ್ರಾಮ ಪಂಚಾಯ್ತಿಯಿಂದ ಮಾಡಿಕೊಡಲಾಗಿದೆ. ಆದರೆ ಹಕ್ಕು ಪತ್ರ ನೀಡದೆ ನಿವೇಶನದಾರರಿಗೆ ಹಕ್ಕು ಪತ್ರ ನೀಡಬೇಕು. ಹಳೇ ಪಹಣಿಯಲ್ಲಿ ಸರ್ಕಾರಿ ಖರಾಬು ಎನ್ನುವುದರಿಂದ ಸರ್ವೇ ನಂಬರ್ 8/1.8/2.8/3 ರ ಪಹಣಿಯನ್ನು ನೀಡಿದ್ದರೂ, ಅಧಿಕಾರಿಗಳು ಅನಧಿಕೃತವಾಗಿ ಸರ್ವೇ ನಂಬರ್ 43 ರಲ್ಲಿ ಬರುತ್ತದೆ ಎಂದು ಹೇಳುತ್ತಿದ್ದಾರೆ. ಜೆ.ಹೆಚ್ ಪುರ ಶಿಸಿಕ್ತಾ ಪ್ರತಿನಿಧಿ ಮಾಡುವ ಕಾರ್ಮಿಕರು ಈ ಹೋರಾಟದಲ್ಲಿ ಭಾಗವಹಿಸಲಿದ್ದಾರೆ. — [959, 637, 1214, 786]
column-divider — [950, 68, 952, 1602]
registration-swatch — [1460, 2250, 1479, 2269]
groundbreaking-ceremony-photo — [43, 1918, 762, 2237]
newspaper-logo: ಸಂಜೆ ವಾಣಿ — [612, 6, 781, 56]
thimmakka-body-col1: ಈ ಸಂದರ್ಭದಲ್ಲಿ ಮಾತನಾಡಿದ ಅಖಿಲ ಭಾರತ ಡಾ. ಅಂಬೇಡ್ಕರ್ ಪ್ರಚಾರ ಸಮಿತಿ ಹಾಗೂ ಅಖಿಲ ಭಾರತ ದಲಿತ ಕ್ರಿಯಾ ಸಮಿತಿ ಜಿಲ್ಲಾಧ್ಯಕ್ಷ ಎಸ್.ಕೆ.ನಿಧಿಕುಮಾರ್, ಸಾಲು ಮರದ ತಿಮ್ಮಕ್ಕ ರವರು 1911ರಲ್ಲಿ ಹುಟ್ಟಿ ಜೀವನದ ಅನ್ನ ಹುಡಿಯಲ್ಲಿ ಅನೇಕರ ಹೃದಯ ಗೆದ್ದಂತಹ ಮಹಿಳೆ. ಮಕ್ಕಳಿಲ್ಲದ ಅವರು ತಮ್ಮ ಪತಿಯ ಸಹಕಾರದೊಂದಿಗೆ 385 ಆಲದ ಮರಗಳನ್ನು ಸುಮಾರು 4 ಕಿ.ಮೀ. ಉದ್ದವಾದ ರಸ್ತೆಯಲ್ಲಿ ಬೆಳೆಸಿದ್ದಾರೆ. — [43, 878, 259, 1026]
barrage-body-col2: ಅನುಕೂಲವಾಗಲಿದೆ ಎಂದರು. ಭದ್ರಾ ಮೇಲ್ದಂಡೆ ಯೋಜನೆಯಡಿ ತಾಲ್ಲೂಕಿನ ಹಳ್ಳಕ್ಕೆ ನೀರು ಲಭ್ಯವಾಗಲಿದೆ. 50 ಕೋಟಿ ವೆಚ್ಚದಲ್ಲಿ ಬ್ರಿಡ್ಜ್ ಕಂ ಬ್ಯಾರೇಜ್ ಗಳನ್ನು ನಿರ್ಮಿಸಲಾಗುತ್ತಿದ್ದು, ಈಗಾಗಲೇ ಐದು ಬ್ಯಾರೇಜ್ ಗಳ ನಿರ್ಮಾಣಕ್ಕೆ ಶಂಕುಸ್ಥಾಪನೆ ನಡೆಸಲಾಗಿದೆ. ಗುಣಮಟ್ಟದ ಕಾಮಗಾರಿ ನಡೆಸಲು ಗುತ್ತಿಗೆದಾರರು ಮತ್ತು ಅಧಿಕಾರಿಗಳಿಗೆ ಸೂಚಿಸಲಾಗಿದೆ ಎಂದರು. ತುಮಕೂರು ವಿ.ವಿ. ಸಿಂಡಿಕೇಟ್ ಮಾಜಿ ಸದಸ್ಯ ಡಿ.ಸಿ.ಅಶೋಕ್ ಮಾತನಾಡಿ, ಶಾಸಕ ಟಿ.ಬಿ. ಜಯಚಂದ್ರ ರವರ ಇಚ್ಛಾಶಕ್ತಿಯಿಂದ — [285, 1679, 516, 1828]
tapcms-felicitation-photo — [43, 1199, 941, 1422]
thimmakka-right-col: ಮರಗಳನ್ನು ನೆಟ್ಟು, ಪರಿಸರ ಪ್ರೀತಿ ಮತ್ತು ಹಸಿರು ಕನಸುಗಳ ಸಂದೇಶವನ್ನು ಮುಂದಿನ ತಲೆಮಾರಿಗೆ ಹಂಚಿದಂತಹ ವ್ಯಕ್ತಿ ತಿಮ್ಮಕ್ಕ ರವರ ಪರಿಶ್ರಮ, ಧೈರ್ಯ ಮತ್ತು ಸಮರ್ಪಣೆ ಅಪಾರವಾದ ಪ್ರೇರಣೆ, ಪ್ರತಿಯೊಬ್ಬರ ಹೃದಯದಲ್ಲಿ ಶಾಶ್ವತವಾಗಿ ಬೆಳಗುತ್ತದೆ. ಅವರು 2019ರಲ್ಲಿ ಪದ್ಮಶ್ರೀ ಪ್ರಶಸ್ತಿ, ರಾಷ್ಟ್ರೀಯ ನಾಗರಿಕ ಪ್ರಶಸ್ತಿ ಮತ್ತು ಬರೀ ಗಿಡಗಳನ್ನು ಮಾತ್ರವಲ್ಲದೆ ಜನರ ಹೃದಯದಲ್ಲೂ ಹಸಿರು ಬೆಳೆಸಿದವರು. ಈ ಸಂದರ್ಭದಲ್ಲಿ ಅಖಿಲ ಭಾರತ ದಲಿತ ಕ್ರಿಯಾ ಸಮಿತಿಯ ರಾಜ್ಯ — [796, 553, 941, 797]
registration-swatch — [1349, 2250, 1368, 2269]
hakkupathra-body-col1: ಚಿಕ್ಕನಾಯಕನಹಳ್ಳಿ, ನ. 16– ಪಟ್ಟಣದಲ್ಲಿ ವಾಸಿಸುತ್ತಿರುವ ಸ್ವಂತ ಫಲಾನುಭವಿಗಳಿಗೆ ಹಕ್ಕುಪತ್ರ ನೀಡದೆ ನಿರ್ಲಕ್ಷ್ಯ ಹಾಗೂ ಬೇಜವಾಬ್ದಾರಿ ತೋರುತ್ತಿರುವ ಅಧಿಕಾರಿಗಳ ಧೋರಣೆ ವಿರುದ್ಧ ಉಪವಾಸ ಸತ್ಯಾಗ್ರಹ ನಡೆಸಲಾಗುವುದು ಎಂದು ಭಾರತೀಯ ಕಿಸಾನ್ (ಗೈರ) ಸಂಘದ ರಾಜ್ಯೀಯ ಅಧ್ಯಕ್ಷ ಹೆಚ್.ಎಸ್.ಭೋಜರಾಜು ತಿಳಿಸಿದರು. ಪಟ್ಟಣದ ಸ್ನೇಹಿತ್ವ ಭವನದಲ್ಲಿ ಸುದ್ದಿಗೋಷ್ಠಿಯಲ್ಲಿ ಮಾತನಾಡಿದ ಅವರು, ಚಿಟ್ಟೇಕೆರೆ ಗ್ರಾಮದಲ್ಲಿ ಕಳೆದ ಮೂರು ತಲೆಮಾರಿನಿಂದ 30 ಕುಟುಂಬಗಳು ಸರ್ವೇ ನಂ.8/1.8/2.8/3ರ 2.28 ಎಕರೆ ಪಹಣಿಯ ಸ್ಥಳದಲ್ಲಿ ಮನೆ ಕಟ್ಟಿಕೊಂಡು ವಾಸಿಸುತ್ತಿದ್ದಾರೆ. — [959, 173, 1214, 341]
registration-swatch — [154, 2250, 173, 2269]
